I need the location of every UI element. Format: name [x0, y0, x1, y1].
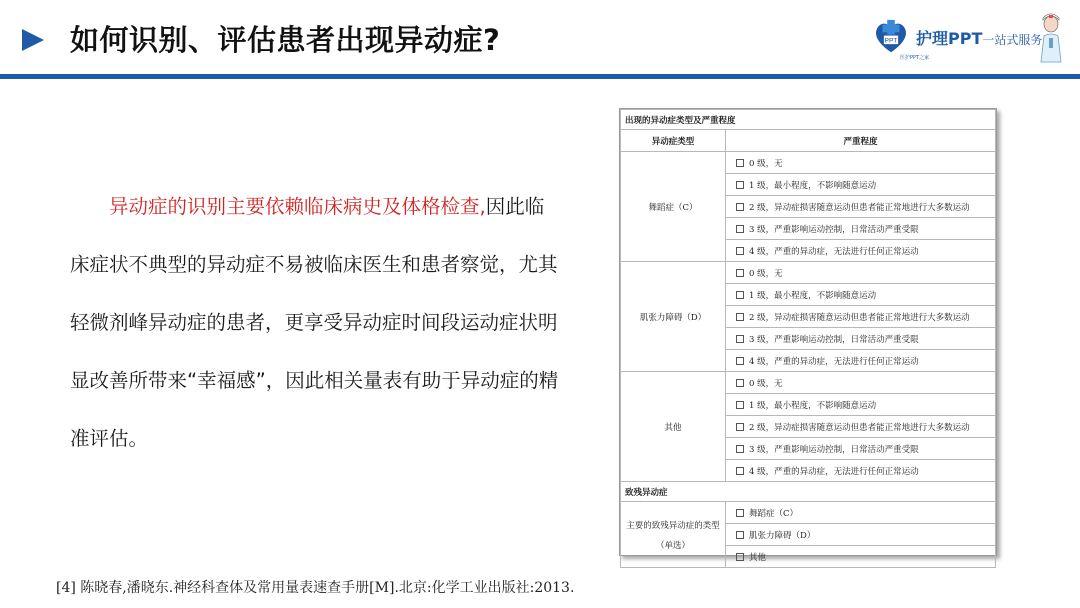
option-label: 0 级，无 — [749, 158, 783, 169]
option-label: 1 级，最小程度，不影响随意运动 — [749, 400, 877, 411]
option-row[interactable] — [726, 262, 996, 284]
logo-sub: 一站式服务 — [982, 33, 1043, 47]
disabling-type-text: 主要的致残异动症的类型 — [626, 520, 720, 531]
option-row[interactable] — [726, 350, 996, 372]
checkbox-icon[interactable] — [736, 379, 744, 387]
triangle-bullet-icon — [22, 29, 44, 51]
reference-citation: [4] 陈晓春,潘晓东.神经科查体及常用量表速查手册[M].北京:化学工业出版社:2013. — [56, 580, 575, 596]
option-label: 4 级，严重的异动症，无法进行任何正常运动 — [749, 466, 919, 477]
single-choice-text: （单选） — [655, 540, 690, 551]
checkbox-icon[interactable] — [736, 445, 744, 453]
checkbox-icon[interactable] — [736, 203, 744, 211]
option-row[interactable] — [726, 196, 996, 218]
option-label: 4 级，严重的异动症，无法进行任何正常运动 — [749, 356, 919, 367]
disabling-type-label — [621, 502, 726, 568]
option-label: 0 级，无 — [749, 378, 783, 389]
logo-badge: PPT — [884, 37, 898, 45]
checkbox-icon[interactable] — [736, 509, 744, 517]
option-label: 1 级，最小程度，不影响随意运动 — [749, 180, 877, 191]
option-row[interactable] — [726, 394, 996, 416]
option-label: 3 级，严重影响运动控制，日常活动严重受限 — [749, 334, 919, 345]
group-label: 肌张力障碍（D） — [621, 262, 726, 372]
checkbox-icon[interactable] — [736, 423, 744, 431]
option-label: 2 级，异动症损害随意运动但患者能正常地进行大多数运动 — [749, 312, 970, 323]
checkbox-icon[interactable] — [736, 225, 744, 233]
checkbox-icon[interactable] — [736, 467, 744, 475]
section-disabling: 致残异动症 — [621, 482, 996, 502]
option-row[interactable] — [726, 416, 996, 438]
checkbox-icon[interactable] — [736, 269, 744, 277]
checkbox-icon[interactable] — [736, 553, 744, 561]
option-row[interactable] — [726, 218, 996, 240]
option-row[interactable] — [726, 152, 996, 174]
option-label: 2 级，异动症损害随意运动但患者能正常地进行大多数运动 — [749, 422, 970, 433]
option-label: 4 级，严重的异动症，无法进行任何正常运动 — [749, 246, 919, 257]
table-caption: 出现的异动症类型及严重程度 — [621, 110, 996, 130]
option-row[interactable] — [726, 372, 996, 394]
checkbox-icon[interactable] — [736, 313, 744, 321]
option-label: 2 级，异动症损害随意运动但患者能正常地进行大多数运动 — [749, 202, 970, 213]
option-label: 0 级，无 — [749, 268, 783, 279]
highlight-text: 异动症的识别主要依赖临床病史及体格检查, — [109, 195, 486, 218]
checkbox-icon[interactable] — [736, 357, 744, 365]
option-row[interactable] — [726, 502, 996, 524]
body-paragraph — [70, 178, 560, 468]
option-label: 1 级，最小程度，不影响随意运动 — [749, 290, 877, 301]
brand-logo — [872, 12, 1072, 68]
group-label: 舞蹈症（C） — [621, 152, 726, 262]
checkbox-icon[interactable] — [736, 291, 744, 299]
option-row[interactable] — [726, 524, 996, 546]
option-label: 3 级，严重影响运动控制，日常活动严重受限 — [749, 444, 919, 455]
option-row[interactable] — [726, 174, 996, 196]
logo-small-text: 医护PPT之家 — [900, 55, 930, 61]
nurse-icon — [1036, 12, 1066, 64]
header-rule — [0, 74, 1080, 79]
dyskinesia-scale-table — [619, 108, 997, 563]
checkbox-icon[interactable] — [736, 247, 744, 255]
body-rest-text: 因此临床症状不典型的异动症不易被临床医生和患者察觉，尤其轻微剂峰异动症的患者，更享受异动症时间段运动症状明显改善所带来“幸福感”，因此相关量表有助于异动症的精准评估。 — [70, 195, 559, 450]
column-header-severity: 严重程度 — [726, 130, 996, 152]
option-row[interactable] — [726, 240, 996, 262]
option-row[interactable] — [726, 284, 996, 306]
option-label: 3 级，严重影响运动控制，日常活动严重受限 — [749, 224, 919, 235]
checkbox-icon[interactable] — [736, 181, 744, 189]
column-header-type: 异动症类型 — [621, 130, 726, 152]
logo-main: 护理PPT — [916, 29, 983, 48]
option-label: 肌张力障碍（D） — [749, 530, 816, 541]
option-row[interactable] — [726, 460, 996, 482]
option-label: 其他 — [749, 552, 767, 563]
option-label: 舞蹈症（C） — [749, 508, 799, 519]
group-label: 其他 — [621, 372, 726, 482]
option-row[interactable] — [726, 328, 996, 350]
logo-text — [916, 26, 1042, 49]
slide-title: 如何识别、评估患者出现异动症? — [70, 23, 501, 57]
option-row[interactable] — [726, 306, 996, 328]
option-row[interactable] — [726, 546, 996, 568]
option-row[interactable] — [726, 438, 996, 460]
checkbox-icon[interactable] — [736, 531, 744, 539]
heart-cross-icon — [872, 18, 910, 56]
slide-header — [0, 0, 1080, 80]
checkbox-icon[interactable] — [736, 401, 744, 409]
checkbox-icon[interactable] — [736, 159, 744, 167]
checkbox-icon[interactable] — [736, 335, 744, 343]
